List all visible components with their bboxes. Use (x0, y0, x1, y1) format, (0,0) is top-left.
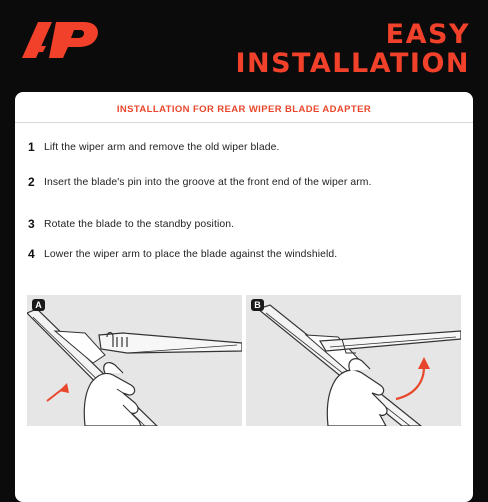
step-number: 1 (28, 140, 35, 154)
step-badge: A (32, 299, 45, 311)
step-number: 2 (28, 175, 35, 189)
illustration-panel-a (27, 295, 242, 426)
hand-rotating-blade-illustration (246, 295, 461, 426)
step-text: Insert the blade's pin into the groove at the front end of the wiper arm. (44, 177, 372, 188)
step-text: Lift the wiper arm and remove the old wiper blade. (44, 142, 280, 153)
hand-inserting-blade-pin-illustration (27, 295, 242, 426)
instruction-card (15, 92, 473, 502)
step-number: 3 (28, 217, 35, 231)
headline-line-1: EASY (385, 19, 470, 50)
card-title: INSTALLATION FOR REAR WIPER BLADE ADAPTER (116, 104, 372, 115)
headline-line-2: INSTALLATION (235, 48, 470, 79)
step-text: Lower the wiper arm to place the blade against the windshield. (44, 249, 338, 260)
header (0, 0, 488, 92)
headline (235, 20, 470, 78)
divider (15, 122, 473, 123)
step-number: 4 (28, 247, 35, 261)
step-badge: B (251, 299, 264, 311)
brand-logo-icon (22, 20, 102, 60)
step-text: Rotate the blade to the standby position. (44, 219, 235, 230)
illustration-panel-b (246, 295, 461, 426)
